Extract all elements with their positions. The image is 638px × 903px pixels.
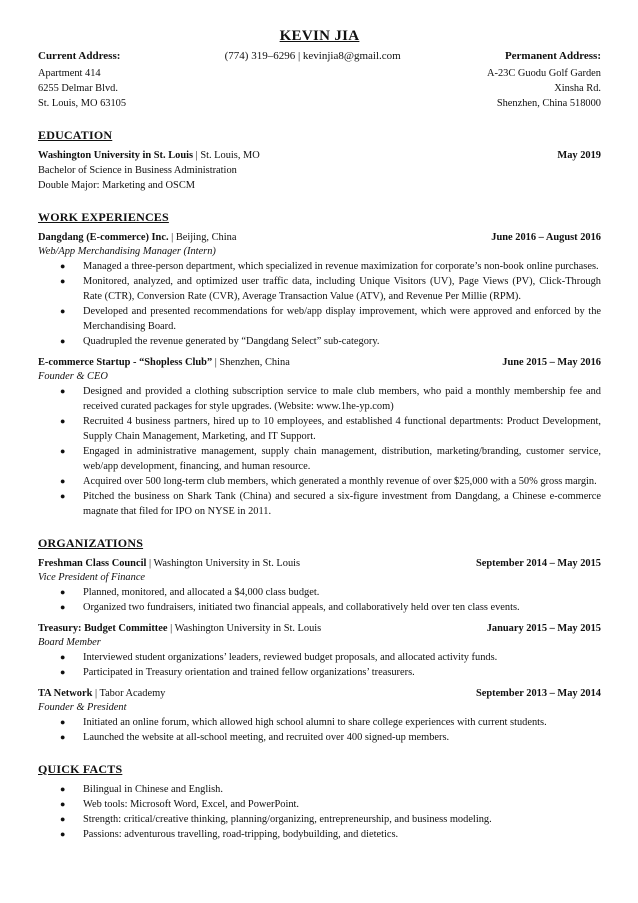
organization-name: TA Network bbox=[38, 688, 93, 699]
bullet-item: ● Launched the website at all-school meeting, and recruited over 400 signed-up members. bbox=[38, 730, 601, 745]
bullet-item: ● Developed and presented recommendations for web/app display improvement, which were approved and enforced by the Merchandising Board. bbox=[38, 304, 601, 334]
bullet-item: ● Acquired over 500 long-term club members, which generated a monthly revenue of over $25,000 with a 50% gross margin. bbox=[38, 474, 601, 489]
bullet-item: ● Planned, monitored, and allocated a $4,000 class budget. bbox=[38, 585, 601, 600]
entry-bullets bbox=[38, 715, 601, 745]
current-address-label: Current Address: bbox=[38, 50, 121, 62]
entry-org-line bbox=[38, 355, 290, 370]
experience-entry bbox=[38, 556, 601, 615]
quick-facts-heading: QUICK FACTS bbox=[38, 762, 123, 776]
entry-org-line bbox=[38, 230, 236, 245]
work-list bbox=[38, 230, 601, 519]
major: Double Major: Marketing and OSCM bbox=[38, 180, 195, 191]
resume-name: KEVIN JIA bbox=[279, 28, 360, 44]
school-name: Washington University in St. Louis bbox=[38, 150, 194, 161]
bullet-item: ● Designed and provided a clothing subscription service to male club members, who paid a monthly membership fee and received curated packages for style upgrades. (Website: www.1he-yp.com) bbox=[38, 384, 601, 414]
entry-header bbox=[38, 355, 601, 370]
entry-role: Founder & President bbox=[38, 702, 127, 713]
entry-bullets bbox=[38, 585, 601, 615]
entry-header bbox=[38, 621, 601, 636]
permanent-address-label: Permanent Address: bbox=[504, 50, 601, 62]
experience-entry bbox=[38, 621, 601, 680]
entry-org-line bbox=[38, 621, 321, 636]
quick-fact-item: ● Web tools: Microsoft Word, Excel, and PowerPoint. bbox=[38, 797, 601, 812]
current-address-line: Apartment 414 bbox=[38, 68, 101, 79]
entry-org-line bbox=[38, 686, 165, 701]
bullet-item: ● Managed a three-person department, which specialized in revenue maximization for corporate’s non-book online purchases. bbox=[38, 259, 601, 274]
bullet-item: ● Interviewed student organizations’ leaders, reviewed budget proposals, and allocated activity funds. bbox=[38, 650, 601, 665]
organization-location: | Tabor Academy bbox=[92, 688, 166, 699]
organizations-list bbox=[38, 556, 601, 745]
bullet-item: ● Engaged in administrative management, supply chain management, distribution, marketing/branding, customer service, web/app development, financing, and human resource. bbox=[38, 444, 601, 474]
organizations-heading: ORGANIZATIONS bbox=[38, 536, 144, 550]
entry-role: Web/App Merchandising Manager (Intern) bbox=[38, 246, 216, 257]
experience-entry bbox=[38, 355, 601, 519]
permanent-address-line: Shenzhen, China 518000 bbox=[496, 98, 601, 109]
current-address-line: 6255 Delmar Blvd. bbox=[38, 83, 118, 94]
permanent-address-line: Xinsha Rd. bbox=[554, 83, 601, 94]
entry-role: Board Member bbox=[38, 637, 101, 648]
bullet-item: ● Initiated an online forum, which allowed high school alumni to share college experiences with current students. bbox=[38, 715, 601, 730]
bullet-item: ● Monitored, analyzed, and optimized user traffic data, including Unique Visitors (UV), Page Views (PV), Click-Through Rate (CTR), Conversion Rate (CVR), Average Transaction Value (ATV), and Revenue Per Millie (RPM). bbox=[38, 274, 601, 304]
organization-name: E-commerce Startup - “Shopless Club” bbox=[38, 357, 213, 368]
education-date: May 2019 bbox=[557, 150, 601, 161]
permanent-address bbox=[487, 66, 601, 111]
quick-facts-list bbox=[38, 782, 601, 842]
organization-location: | Beijing, China bbox=[168, 232, 237, 243]
entry-date: September 2014 – May 2015 bbox=[475, 558, 601, 569]
work-heading: WORK EXPERIENCES bbox=[38, 210, 169, 224]
entry-date: June 2015 – May 2016 bbox=[502, 357, 601, 368]
quick-fact-item: ● Bilingual in Chinese and English. bbox=[38, 782, 601, 797]
organization-location: | Washington University in St. Louis bbox=[146, 558, 301, 569]
contact-info: (774) 319–6296 | kevinjia8@gmail.com bbox=[224, 50, 401, 62]
bullet-item: ● Organized two fundraisers, initiated two financial appeals, and collaboratively held over ten class events. bbox=[38, 600, 601, 615]
current-address-line: St. Louis, MO 63105 bbox=[38, 98, 127, 109]
address-header bbox=[38, 48, 601, 64]
entry-date: September 2013 – May 2014 bbox=[475, 688, 601, 699]
entry-bullets bbox=[38, 259, 601, 349]
organization-name: Dangdang (E-commerce) Inc. bbox=[38, 232, 169, 243]
education-entry bbox=[38, 148, 601, 193]
quick-fact-item: ● Strength: critical/creative thinking, planning/organizing, entrepreneurship, and business modeling. bbox=[38, 812, 601, 827]
entry-role: Vice President of Finance bbox=[38, 572, 146, 583]
bullet-item: ● Participated in Treasury orientation and trained fellow organizations’ treasurers. bbox=[38, 665, 601, 680]
entry-header bbox=[38, 686, 601, 701]
entry-date: January 2015 – May 2015 bbox=[486, 623, 601, 634]
experience-entry bbox=[38, 230, 601, 349]
entry-role: Founder & CEO bbox=[38, 371, 108, 382]
quick-fact-item: ● Passions: adventurous travelling, road-tripping, bodybuilding, and dietetics. bbox=[38, 827, 601, 842]
entry-date: June 2016 – August 2016 bbox=[491, 232, 601, 243]
organization-name: Freshman Class Council bbox=[38, 558, 147, 569]
organization-name: Treasury: Budget Committee bbox=[38, 623, 168, 634]
permanent-address-line: A-23C Guodu Golf Garden bbox=[487, 68, 601, 79]
experience-entry bbox=[38, 686, 601, 745]
entry-header bbox=[38, 230, 601, 245]
entry-org-line bbox=[38, 556, 300, 571]
bullet-item: ● Pitched the business on Shark Tank (China) and secured a six-figure investment from Dangdang, a Chinese e-commerce magnate that filed for IPO on NYSE in 2011. bbox=[38, 489, 601, 519]
entry-header bbox=[38, 556, 601, 571]
resume-page bbox=[38, 28, 601, 842]
organization-location: | Shenzhen, China bbox=[212, 357, 290, 368]
education-entry-header bbox=[38, 148, 601, 163]
organization-location: | Washington University in St. Louis bbox=[167, 623, 322, 634]
education-school-line bbox=[38, 148, 260, 163]
education-heading: EDUCATION bbox=[38, 128, 113, 142]
degree: Bachelor of Science in Business Administration bbox=[38, 165, 237, 176]
address-block bbox=[38, 66, 601, 111]
school-location: | St. Louis, MO bbox=[193, 150, 260, 161]
bullet-item: ● Recruited 4 business partners, hired up to 10 employees, and established 4 functional departments: Product Development, Supply Chain Management, Marketing, and IT Support. bbox=[38, 414, 601, 444]
entry-bullets bbox=[38, 650, 601, 680]
entry-bullets bbox=[38, 384, 601, 519]
bullet-item: ● Quadrupled the revenue generated by “Dangdang Select” sub-category. bbox=[38, 334, 601, 349]
current-address bbox=[38, 66, 126, 111]
